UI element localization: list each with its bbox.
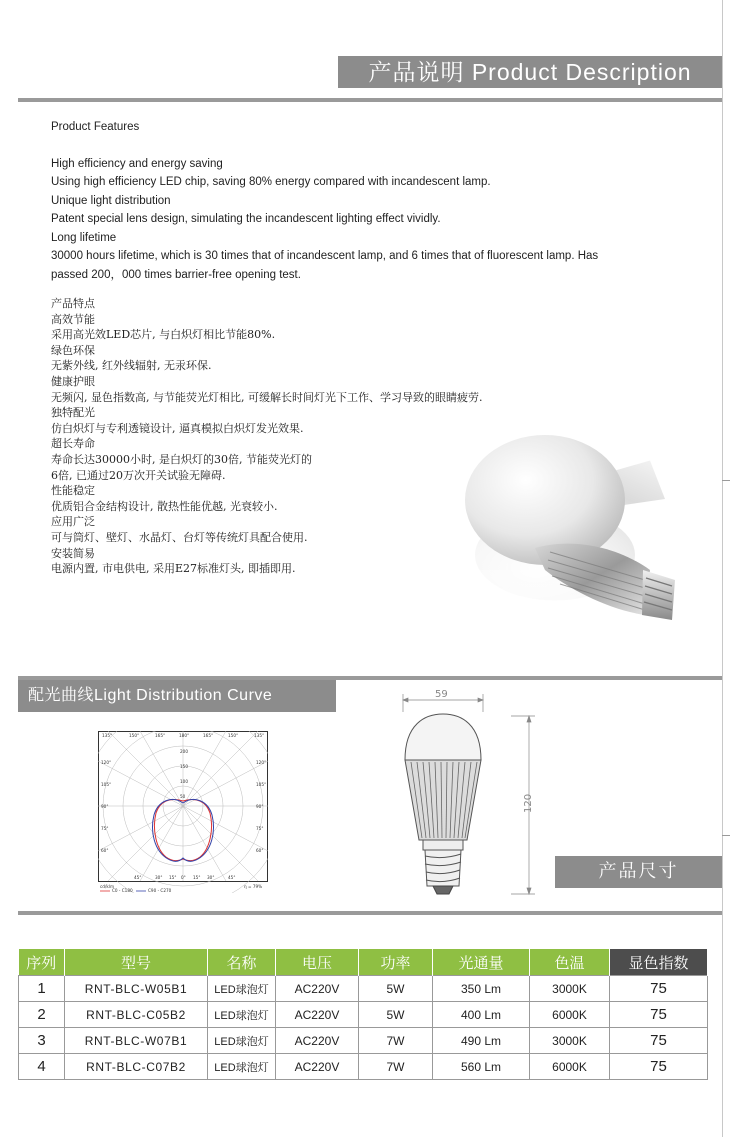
efficiency-label: η = 79%: [244, 884, 263, 889]
feature-line: Using high efficiency LED chip, saving 80% energy compared with incandescent lamp.: [51, 176, 491, 188]
width-label: 59: [435, 689, 448, 700]
feature-cn-line: 高效节能: [51, 312, 95, 326]
feature-cn-line: 无频闪, 显色指数高, 与节能荧光灯相比, 可缓解长时间灯光下工作、学习导致的眼睛疲劳.: [51, 390, 483, 404]
features-en: [51, 118, 711, 284]
col-header: 型号: [65, 949, 208, 976]
feature-cn-line: 电源内置, 市电供电, 采用E27标准灯头, 即插即用.: [51, 562, 296, 576]
cell-cct: 3000K: [530, 1028, 610, 1054]
angle-label: 180°: [179, 733, 190, 738]
height-label: 120: [523, 793, 534, 813]
feature-cn-line: 应用广泛: [51, 515, 95, 529]
feature-cn-line: 安装简易: [51, 546, 95, 560]
angle-label: 60°: [256, 848, 264, 853]
angle-label: 165°: [155, 733, 166, 738]
unit-label: cd/klm: [100, 884, 115, 889]
angle-label: 135°: [254, 733, 265, 738]
table-header-row: [19, 949, 708, 976]
cell-model: RNT-BLC-C05B2: [65, 1002, 208, 1028]
cell-name: LED球泡灯: [208, 976, 276, 1002]
feature-line: passed 200，000 times barrier-free opening test.: [51, 268, 301, 281]
angle-label: 90°: [101, 804, 109, 809]
cell-name: LED球泡灯: [208, 1002, 276, 1028]
cell-index: 4: [19, 1054, 65, 1080]
size-title: 产品尺寸: [598, 861, 679, 882]
angle-label: 60°: [101, 848, 109, 853]
angle-label: 150°: [129, 733, 140, 738]
col-header: 名称: [208, 949, 276, 976]
angle-label: 15°: [193, 875, 201, 880]
cell-model: RNT-BLC-W05B1: [65, 976, 208, 1002]
table-rule: [18, 911, 722, 915]
feature-cn-line: 仿白炽灯与专利透镜设计, 逼真模拟白炽灯发光效果.: [51, 421, 304, 435]
radial-label: 50: [180, 794, 186, 799]
margin-tick: [722, 480, 730, 481]
feature-cn-line: 超长寿命: [51, 437, 95, 451]
cell-power: 5W: [359, 1002, 433, 1028]
radial-label: 200: [180, 749, 188, 754]
col-header: 功率: [359, 949, 433, 976]
angle-label: 120°: [256, 760, 267, 765]
cell-voltage: AC220V: [276, 1002, 359, 1028]
table-row: [19, 1002, 708, 1028]
table-row: [19, 1054, 708, 1080]
cell-power: 7W: [359, 1028, 433, 1054]
cell-cri: 75: [610, 1028, 708, 1054]
angle-label: 105°: [256, 782, 267, 787]
feature-cn-line: 采用高光效LED芯片, 与白炽灯相比节能80%.: [51, 328, 276, 342]
feature-cn-line: 可与筒灯、壁灯、水晶灯、台灯等传统灯具配合使用.: [51, 530, 308, 544]
feature-cn-line: 优质铝合金结构设计, 散热性能优越, 光衰较小.: [51, 499, 278, 513]
feature-cn-line: 寿命长达30000小时, 是白炽灯的30倍, 节能荧光灯的: [51, 452, 312, 466]
cell-name: LED球泡灯: [208, 1028, 276, 1054]
angle-label: 90°: [256, 804, 264, 809]
dimension-drawing: [395, 688, 545, 908]
col-header: 色温: [530, 949, 610, 976]
cell-voltage: AC220V: [276, 1054, 359, 1080]
distribution-title: 配光曲线Light Distribution Curve: [28, 687, 273, 704]
cell-cct: 6000K: [530, 1054, 610, 1080]
radial-label: 100: [180, 779, 188, 784]
col-header: 光通量: [433, 949, 530, 976]
features-title: Product Features: [51, 121, 140, 133]
cell-flux: 350 Lm: [433, 976, 530, 1002]
feature-line: Long lifetime: [51, 231, 117, 244]
cell-index: 1: [19, 976, 65, 1002]
angle-label: 0°: [181, 875, 186, 880]
cell-cri: 75: [610, 976, 708, 1002]
angle-label: 120°: [101, 760, 112, 765]
cell-voltage: AC220V: [276, 976, 359, 1002]
light-distribution-chart: [98, 731, 268, 893]
angle-label: 165°: [203, 733, 214, 738]
angle-label: 45°: [228, 875, 236, 880]
angle-label: 30°: [207, 875, 215, 880]
table-row: [19, 1028, 708, 1054]
cell-index: 3: [19, 1028, 65, 1054]
col-header: 序列: [19, 949, 65, 976]
cell-power: 7W: [359, 1054, 433, 1080]
angle-label: 30°: [155, 875, 163, 880]
col-header: 电压: [276, 949, 359, 976]
feature-cn-line: 绿色环保: [51, 343, 95, 357]
angle-label: 75°: [256, 826, 264, 831]
right-margin-line: [722, 0, 723, 1137]
cell-cct: 3000K: [530, 976, 610, 1002]
feature-line: High efficiency and energy saving: [51, 157, 223, 170]
spec-table: [18, 949, 708, 1080]
cell-cri: 75: [610, 1054, 708, 1080]
page-title: 产品说明 Product Description: [368, 59, 692, 85]
margin-tick: [722, 835, 730, 836]
feature-cn-line: 6倍, 已通过20万次开关试验无障碍.: [51, 468, 226, 482]
col-header: 显色指数: [610, 949, 708, 976]
legend-c90: C90 - C270: [148, 888, 172, 893]
feature-line: Unique light distribution: [51, 194, 171, 207]
cell-index: 2: [19, 1002, 65, 1028]
feature-line: Patent special lens design, simulating the incandescent lighting effect vividly.: [51, 213, 441, 225]
table-row: [19, 976, 708, 1002]
angle-label: 75°: [101, 826, 109, 831]
feature-cn-line: 健康护眼: [51, 374, 95, 388]
feature-cn-line: 产品特点: [51, 297, 95, 310]
cell-cri: 75: [610, 1002, 708, 1028]
header-rule: [18, 98, 722, 102]
product-bulb-image: [440, 420, 710, 680]
feature-cn-line: 性能稳定: [51, 484, 95, 498]
legend-c0: C0 - C180: [112, 888, 133, 893]
feature-line: 30000 hours lifetime, which is 30 times that of incandescent lamp, and 6 times that of fluorescent lamp. Has: [51, 250, 599, 262]
feature-cn-line: 无紫外线, 红外线辐射, 无汞环保.: [51, 359, 212, 373]
cell-cct: 6000K: [530, 1002, 610, 1028]
angle-label: 15°: [169, 875, 177, 880]
angle-label: 105°: [101, 782, 112, 787]
feature-cn-line: 独特配光: [51, 406, 95, 420]
angle-label: 150°: [228, 733, 239, 738]
cell-model: RNT-BLC-C07B2: [65, 1054, 208, 1080]
cell-name: LED球泡灯: [208, 1054, 276, 1080]
cell-flux: 490 Lm: [433, 1028, 530, 1054]
cell-power: 5W: [359, 976, 433, 1002]
cell-voltage: AC220V: [276, 1028, 359, 1054]
cell-model: RNT-BLC-W07B1: [65, 1028, 208, 1054]
cell-flux: 400 Lm: [433, 1002, 530, 1028]
radial-label: 150: [180, 764, 188, 769]
angle-label: 135°: [102, 733, 113, 738]
cell-flux: 560 Lm: [433, 1054, 530, 1080]
angle-label: 45°: [134, 875, 142, 880]
